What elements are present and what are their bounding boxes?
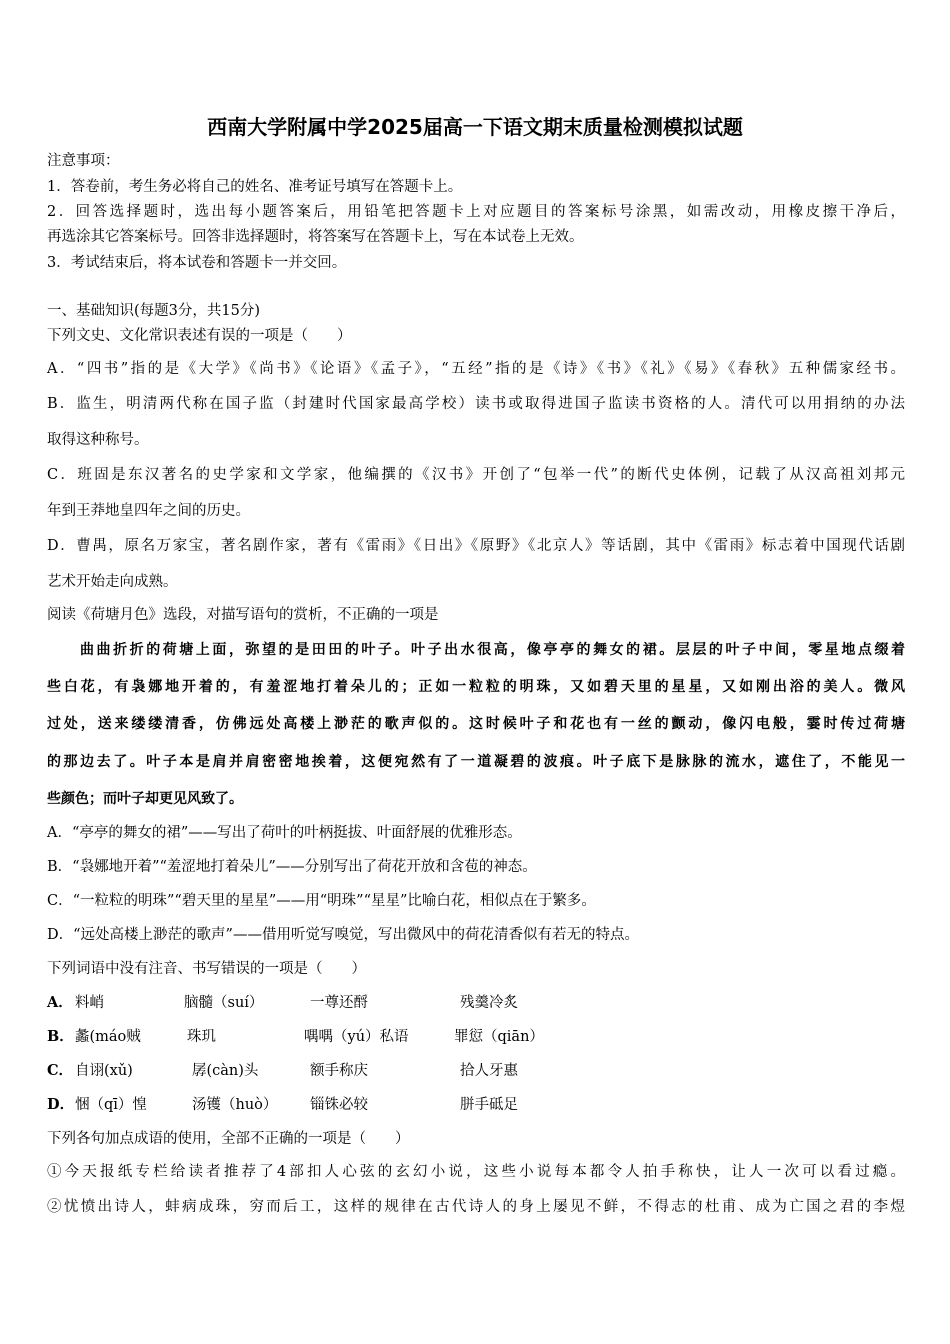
option-b: B．“袅娜地开着”“羞涩地打着朵儿”——分别写出了荷花开放和含苞的神态。 — [47, 859, 537, 875]
option-word: 悃（qī）惶 — [75, 1097, 147, 1113]
passage-line: 些颜色；而叶子却更见风致了。 — [47, 791, 243, 807]
option-label: C． — [47, 1062, 74, 1079]
option-a: A．“亭亭的舞女的裙”——写出了荷叶的叶柄挺拔、叶面舒展的优雅形态。 — [47, 825, 522, 841]
question-stem: 阅读《荷塘月色》选段，对描写语句的赏析，不正确的一项是 — [47, 607, 439, 623]
option-d: D．曹禺，原名万家宝，著名剧作家，著有《雷雨》《日出》《原野》《北京人》等话剧，其中《雷雨》标志着中国现代话剧 — [47, 538, 905, 554]
option-label: D． — [47, 1096, 75, 1113]
option-a: A．“四书”指的是《大学》《尚书》《论语》《孟子》，“五经”指的是《诗》《书》《礼》《易》《春秋》五种儒家经书。 — [47, 361, 905, 377]
option-word: 额手称庆 — [310, 1063, 368, 1079]
option-word: 珠玑 — [187, 1029, 216, 1045]
option-word: 残羹冷炙 — [460, 995, 518, 1011]
option-word: 料峭 — [75, 995, 104, 1011]
sentence-item: ①今天报纸专栏给读者推荐了4部扣人心弦的玄幻小说，这些小说每本都令人拍手称快，让人一次可以看过瘾。 — [47, 1164, 905, 1180]
option-b: B．监生，明清两代称在国子监（封建时代国家最高学校）读书或取得进国子监读书资格的人。清代可以用捐纳的办法 — [47, 396, 905, 412]
option-word: 锱铢必较 — [310, 1097, 368, 1113]
option-word: 罪愆（qiān） — [454, 1029, 544, 1045]
option-word: 一尊还酹 — [310, 995, 368, 1011]
question-stem: 下列词语中没有注音、书写错误的一项是（ ） — [47, 961, 366, 977]
option-d: D．“远处高楼上渺茫的歌声”——借用听觉写嗅觉，写出微风中的荷花清香似有若无的特点。 — [47, 927, 639, 943]
option-word: 自诩(xǔ) — [75, 1063, 133, 1079]
option-c: C．“一粒粒的明珠”“碧天里的星星”——用“明珠”“星星”比喻白花，相似点在于繁多。 — [47, 893, 596, 909]
question-stem: 下列各句加点成语的使用，全部不正确的一项是（ ） — [47, 1131, 410, 1147]
passage-line: 过处，送来缕缕清香，仿佛远处高楼上渺茫的歌声似的。这时候叶子和花也有一丝的颤动，像闪电般，霎时传过荷塘 — [47, 716, 905, 732]
notice-item: 2．回答选择题时，选出每小题答案后，用铅笔把答题卡上对应题目的答案标号涂黑，如需改动，用橡皮擦干净后， — [47, 204, 905, 220]
exam-title: 西南大学附属中学2025届高一下语文期末质量检测模拟试题 — [207, 115, 743, 139]
notice-heading: 注意事项： — [47, 153, 120, 169]
option-label: A． — [47, 994, 73, 1011]
option-word: 胼手砥足 — [460, 1097, 518, 1113]
passage-line: 曲曲折折的荷塘上面，弥望的是田田的叶子。叶子出水很高，像亭亭的舞女的裙。层层的叶子中间，零星地点缀着 — [80, 642, 905, 658]
option-label: B． — [47, 1028, 74, 1045]
notice-item: 1．答卷前，考生务必将自己的姓名、准考证号填写在答题卡上。 — [47, 179, 463, 195]
option-c-continued: 年到王莽地皇四年之间的历史。 — [47, 503, 250, 519]
option-word: 喁喁（yú）私语 — [304, 1029, 409, 1045]
option-word: 拾人牙惠 — [460, 1063, 518, 1079]
option-word: 汤镬（huò） — [192, 1097, 278, 1113]
notice-item: 再选涂其它答案标号。回答非选择题时，将答案写在答题卡上，写在本试卷上无效。 — [47, 229, 584, 245]
option-c: C．班固是东汉著名的史学家和文学家，他编撰的《汉书》开创了“包举一代”的断代史体例，记载了从汉高祖刘邦元 — [47, 467, 905, 483]
option-word: 孱(càn)头 — [192, 1063, 259, 1079]
option-d-continued: 艺术开始走向成熟。 — [47, 574, 178, 590]
passage-line: 的那边去了。叶子本是肩并肩密密地挨着，这便宛然有了一道凝碧的波痕。叶子底下是脉脉的流水，遮住了，不能见一 — [47, 754, 905, 770]
section-heading: 一、基础知识(每题3分，共15分) — [47, 303, 260, 319]
option-word: 蠡(máo贼 — [75, 1029, 141, 1045]
option-word: 脑髓（suí） — [184, 995, 264, 1011]
passage-line: 些白花，有袅娜地开着的，有羞涩地打着朵儿的；正如一粒粒的明珠，又如碧天里的星星，又如刚出浴的美人。微风 — [47, 679, 905, 695]
option-b-continued: 取得这种称号。 — [47, 432, 149, 448]
question-stem: 下列文史、文化常识表述有误的一项是（ ） — [47, 328, 352, 344]
sentence-item: ②忧愤出诗人，蚌病成珠，穷而后工，这样的规律在古代诗人的身上屡见不鲜，不得志的杜甫、成为亡国之君的李煜 — [47, 1199, 905, 1215]
notice-item: 3．考试结束后，将本试卷和答题卡一并交回。 — [47, 255, 347, 271]
